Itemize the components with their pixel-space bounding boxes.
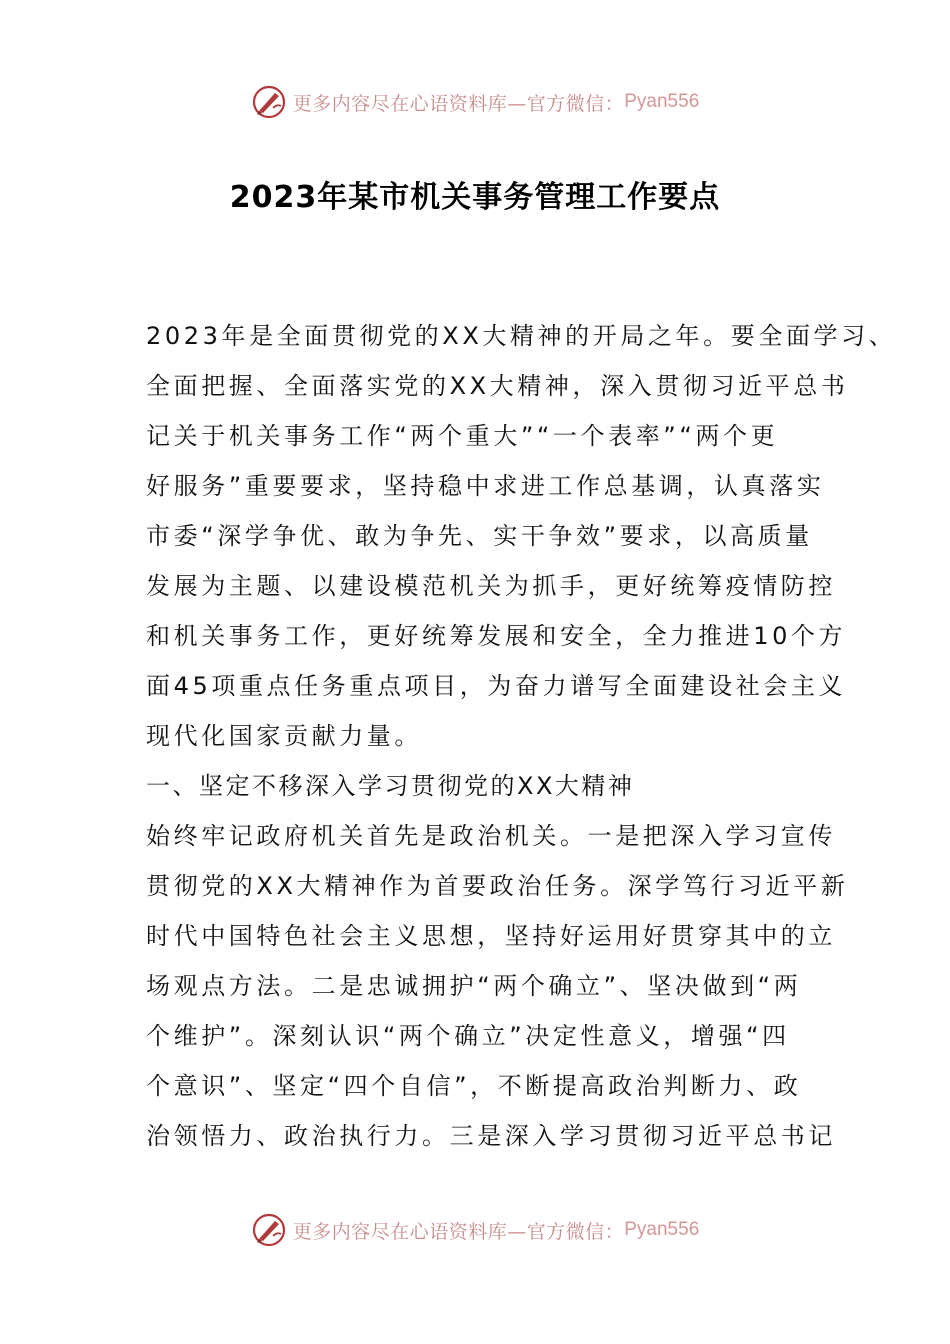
watermark-text: 更多内容尽在心语资料库—官方微信： [292, 92, 625, 115]
paragraph-line: 时代中国特色社会主义思想，坚持好运用好贯穿其中的立 [146, 922, 836, 950]
pen-logo-icon [251, 1212, 287, 1248]
header-watermark [0, 82, 950, 122]
paragraph-line: 贯彻党的XX大精神作为首要政治任务。深学笃行习近平新 [146, 872, 849, 900]
watermark-wechat-id: Pyan556 [624, 91, 700, 112]
footer-watermark [0, 1210, 950, 1250]
document-title: 2023年某市机关事务管理工作要点 [229, 180, 721, 215]
document-body [146, 311, 897, 1161]
section-heading: 一、坚定不移深入学习贯彻党的XX大精神 [146, 772, 635, 800]
paragraph-line: 好服务”重要要求，坚持稳中求进工作总基调，认真落实 [146, 472, 825, 500]
paragraph-line: 现代化国家贡献力量。 [146, 722, 422, 750]
watermark-text: 更多内容尽在心语资料库—官方微信： [292, 1220, 625, 1243]
paragraph-line: 治领悟力、政治执行力。三是深入学习贯彻习近平总书记 [146, 1122, 836, 1150]
paragraph-line: 市委“深学争优、敢为争先、实干争效”要求，以高质量 [146, 522, 813, 550]
paragraph-line: 面45项重点任务重点项目，为奋力谱写全面建设社会主义 [146, 672, 847, 700]
watermark-wechat-id: Pyan556 [624, 1219, 700, 1240]
paragraph-line: 记关于机关事务工作“两个重大”“一个表率”“两个更 [146, 422, 779, 450]
paragraph-line: 全面把握、全面落实党的XX大精神，深入贯彻习近平总书 [146, 372, 849, 400]
paragraph-line: 始终牢记政府机关首先是政治机关。一是把深入学习宣传 [146, 822, 836, 850]
paragraph-line: 个维护”。深刻认识“两个确立”决定性意义，增强“四 [146, 1022, 790, 1050]
paragraph-line: 场观点方法。二是忠诚拥护“两个确立”、坚决做到“两 [146, 972, 802, 1000]
paragraph-line: 2023年是全面贯彻党的XX大精神的开局之年。要全面学习、 [146, 322, 897, 350]
pen-logo-icon [251, 84, 287, 120]
paragraph-line: 和机关事务工作，更好统筹发展和安全，全力推进10个方 [146, 622, 847, 650]
paragraph-line: 个意识”、坚定“四个自信”，不断提高政治判断力、政 [146, 1072, 802, 1100]
paragraph-line: 发展为主题、以建设模范机关为抓手，更好统筹疫情防控 [146, 572, 836, 600]
